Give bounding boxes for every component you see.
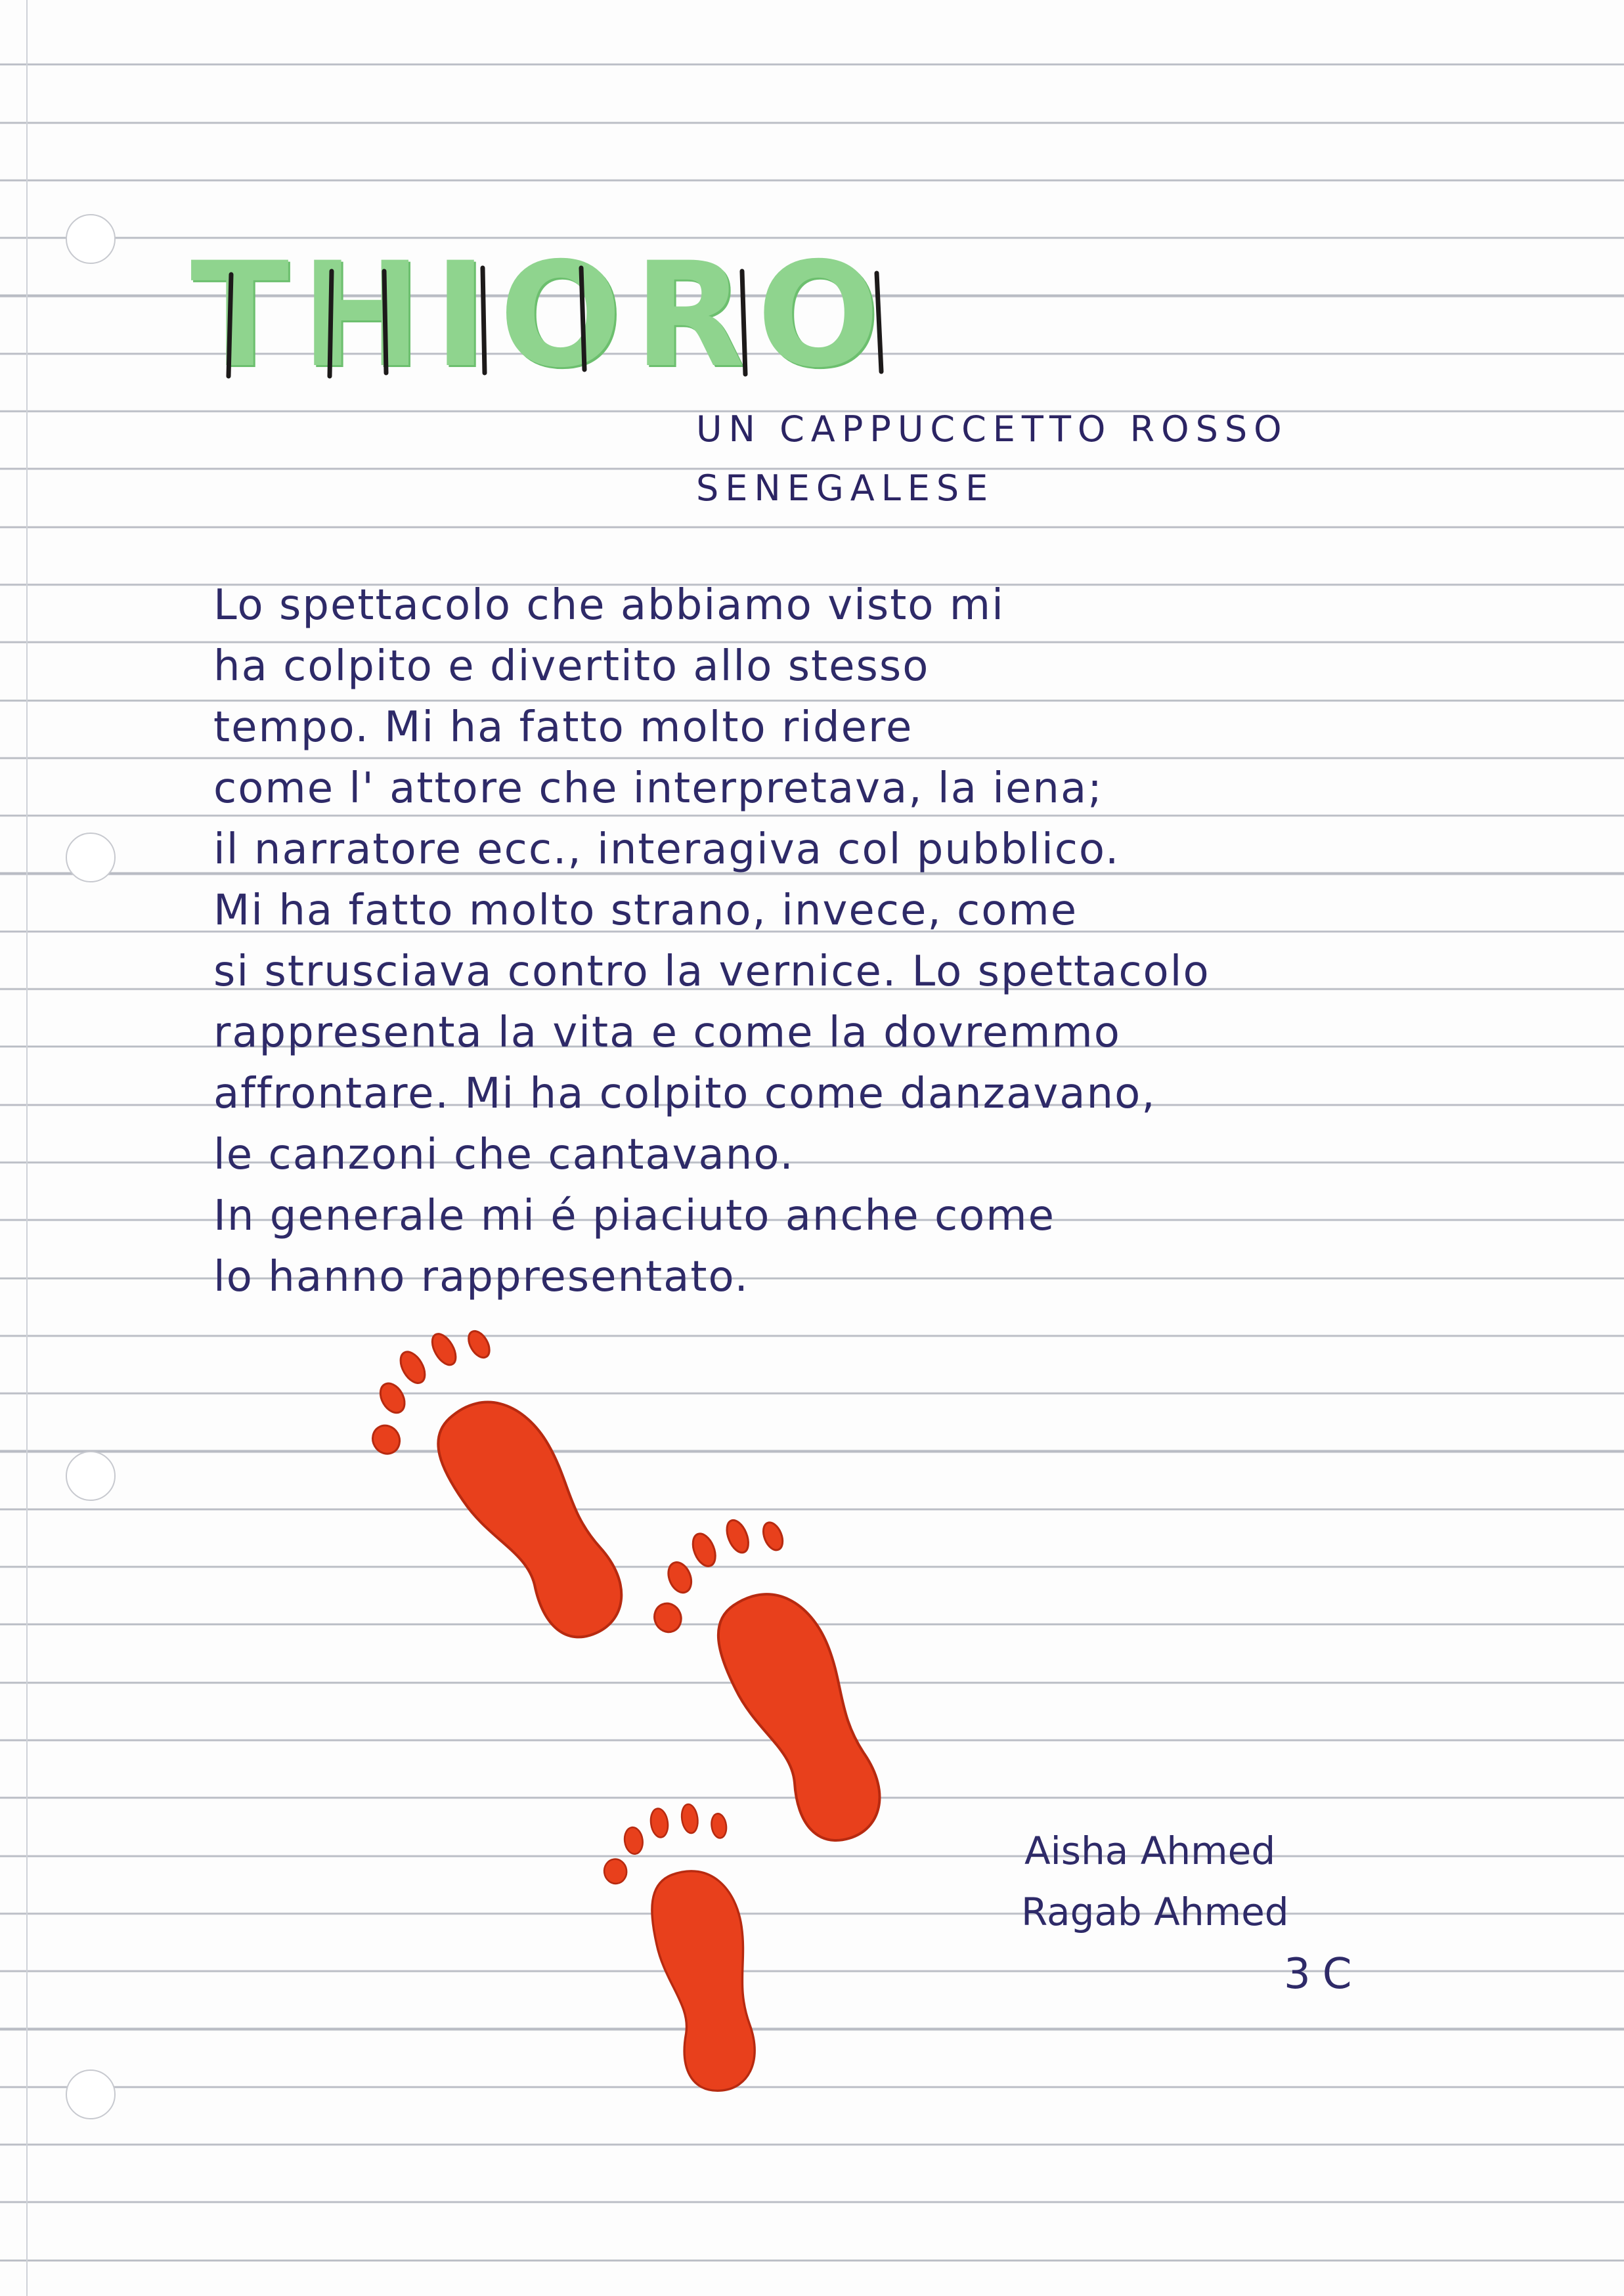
binder-hole [66,2069,116,2119]
essay-line: le canzoni che cantavano. [213,1131,795,1179]
footprint [341,1313,642,1682]
essay-line: si strusciava contro la vernice. Lo spettacolo [213,947,1210,996]
title-ink-strokes [217,255,1005,393]
footprint [596,1799,764,2102]
author-name-1: Aisha Ahmed [1024,1829,1276,1873]
essay-line: ha colpito e divertito allo stesso [213,642,930,691]
page-margin-line [26,0,28,2296]
essay-line: affrontare. Mi ha colpito come danzavano, [213,1070,1156,1118]
essay-line: In generale mi é piaciuto anche come [213,1192,1055,1240]
binder-hole [66,1451,116,1501]
binder-hole [66,214,116,264]
subtitle-line-2: SENEGALESE [696,467,995,509]
essay-line: tempo. Mi ha fatto molto ridere [213,703,913,752]
class-label: 3C [1284,1950,1364,1999]
essay-line: il narratore ecc., interagiva col pubblico. [213,825,1120,874]
essay-line: rappresenta la vita e come la dovremmo [213,1008,1121,1057]
footprint [630,1505,898,1876]
essay-line: Lo spettacolo che abbiamo visto mi [213,581,1005,630]
essay-body [213,575,1624,1308]
essay-line: lo hanno rappresentato. [213,1253,749,1301]
subtitle-line-1: UN CAPPUCCETTO ROSSO [696,408,1288,450]
page-title: THIORO [190,231,892,399]
binder-hole [66,833,116,882]
essay-line: Mi ha fatto molto strano, invece, come [213,886,1078,935]
essay-line: come l' attore che interpretava, la iena; [213,764,1103,813]
author-name-2: Ragab Ahmed [1021,1890,1289,1934]
